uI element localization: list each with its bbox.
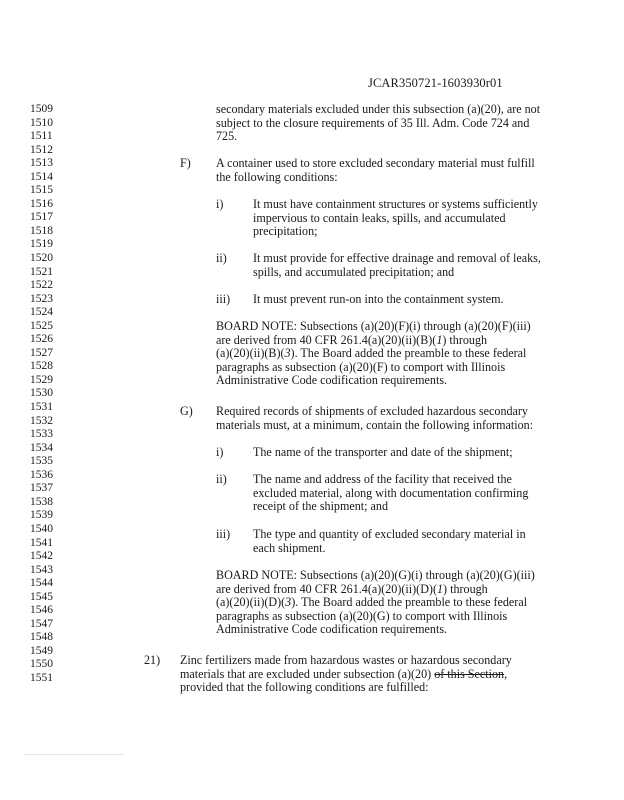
item-g-text: Required records of shipments of excluded hazardous secondary materials must, at a minimum, contain the following information: <box>216 404 534 432</box>
line-number: 1550 <box>30 658 53 671</box>
line-number: 1540 <box>30 522 53 535</box>
line-number: 1513 <box>30 157 53 170</box>
line-number: 1512 <box>30 143 53 156</box>
item-marker-g-i: i) <box>216 445 224 459</box>
line-number-column <box>30 103 70 686</box>
board-note-f: BOARD NOTE: Subsections (a)(20)(F)(i) through (a)(20)(F)(iii) are derived from 40 CFR 261.4(a)(20)(ii)(B)(1) through (a)(20)(ii)(B)(3). The Board added the preamble to these federal paragraphs as subsection (a)(20)(F) to comport with Illinois Administrative Code codification requirements. <box>216 319 531 388</box>
item-marker-g-ii: ii) <box>216 472 227 486</box>
line-number: 1517 <box>30 211 53 224</box>
line-number: 1509 <box>30 103 53 115</box>
line-number: 1520 <box>30 252 53 265</box>
line-number: 1533 <box>30 428 53 441</box>
line-number: 1516 <box>30 197 53 210</box>
line-number: 1547 <box>30 617 53 630</box>
item-f-i-text: It must have containment structures or systems sufficiently impervious to contain leaks, spills, and accumulated precipitation; <box>253 197 538 239</box>
board-note-g: BOARD NOTE: Subsections (a)(20)(G)(i) through (a)(20)(G)(iii) are derived from 40 CFR 261.4(a)(20)(ii)(D)(1) through (a)(20)(ii)(D)(3). The Board added the preamble to these federal paragraphs as subsection (a)(20)(G) to comport with Illinois Administrative Code codification requirements. <box>216 568 535 637</box>
line-number: 1529 <box>30 373 53 386</box>
item-f-iii-text: It must prevent run-on into the containment system. <box>253 292 504 306</box>
item-g-iii-text: The type and quantity of excluded secondary material in each shipment. <box>253 527 526 555</box>
line-number: 1537 <box>30 482 53 495</box>
line-number: 1546 <box>30 604 53 617</box>
item-marker-21: 21) <box>144 653 161 667</box>
line-number: 1525 <box>30 319 53 332</box>
item-marker-f-i: i) <box>216 197 224 211</box>
item-marker-g-iii: iii) <box>216 527 231 541</box>
line-number: 1518 <box>30 224 53 237</box>
line-number: 1526 <box>30 333 53 346</box>
line-number: 1530 <box>30 387 53 400</box>
line-number: 1536 <box>30 468 53 481</box>
line-number: 1539 <box>30 509 53 522</box>
item-f-ii-text: It must provide for effective drainage and removal of leaks, spills, and accumulated precipitation; and <box>253 251 541 279</box>
line-number: 1545 <box>30 590 53 603</box>
line-number: 1532 <box>30 414 53 427</box>
line-number: 1544 <box>30 577 53 590</box>
line-number: 1511 <box>30 130 53 143</box>
item-marker-g: G) <box>180 404 193 418</box>
item-marker-f-ii: ii) <box>216 251 227 265</box>
continuation-paragraph: secondary materials excluded under this subsection (a)(20), are not subject to the closure requirements of 35 Ill. Adm. Code 724 and 725. <box>216 102 541 144</box>
line-number: 1535 <box>30 455 53 468</box>
line-number: 1551 <box>30 671 53 684</box>
line-number: 1543 <box>30 563 53 576</box>
line-number: 1538 <box>30 495 53 508</box>
line-number: 1524 <box>30 306 53 319</box>
item-g-i-text: The name of the transporter and date of the shipment; <box>253 445 513 459</box>
line-number: 1523 <box>30 292 53 305</box>
line-number: 1541 <box>30 536 53 549</box>
struck-text: of this Section <box>434 666 505 681</box>
item-f-text: A container used to store excluded secondary material must fulfill the following conditions: <box>216 156 535 184</box>
line-number: 1548 <box>30 631 53 644</box>
item-g-ii-text: The name and address of the facility that received the excluded material, along with documentation confirming receipt of the shipment; and <box>253 472 529 514</box>
line-number: 1549 <box>30 644 53 657</box>
line-number: 1527 <box>30 346 53 359</box>
document-id: JCAR350721-1603930r01 <box>368 76 503 90</box>
item-marker-f: F) <box>180 156 191 170</box>
line-number: 1515 <box>30 184 53 197</box>
line-number: 1531 <box>30 401 53 414</box>
item-marker-f-iii: iii) <box>216 292 231 306</box>
line-number: 1534 <box>30 441 53 454</box>
line-number: 1510 <box>30 116 53 129</box>
item-21-text: Zinc fertilizers made from hazardous wastes or hazardous secondary materials that are excluded under subsection (a)(20) of this Section, provided that the following conditions are fulfilled: <box>180 653 512 695</box>
line-number: 1514 <box>30 170 53 183</box>
line-number: 1522 <box>30 279 53 292</box>
line-number: 1528 <box>30 360 53 373</box>
line-number: 1542 <box>30 550 53 563</box>
line-number: 1521 <box>30 265 53 278</box>
page-divider <box>24 754 124 755</box>
line-number: 1519 <box>30 238 53 251</box>
